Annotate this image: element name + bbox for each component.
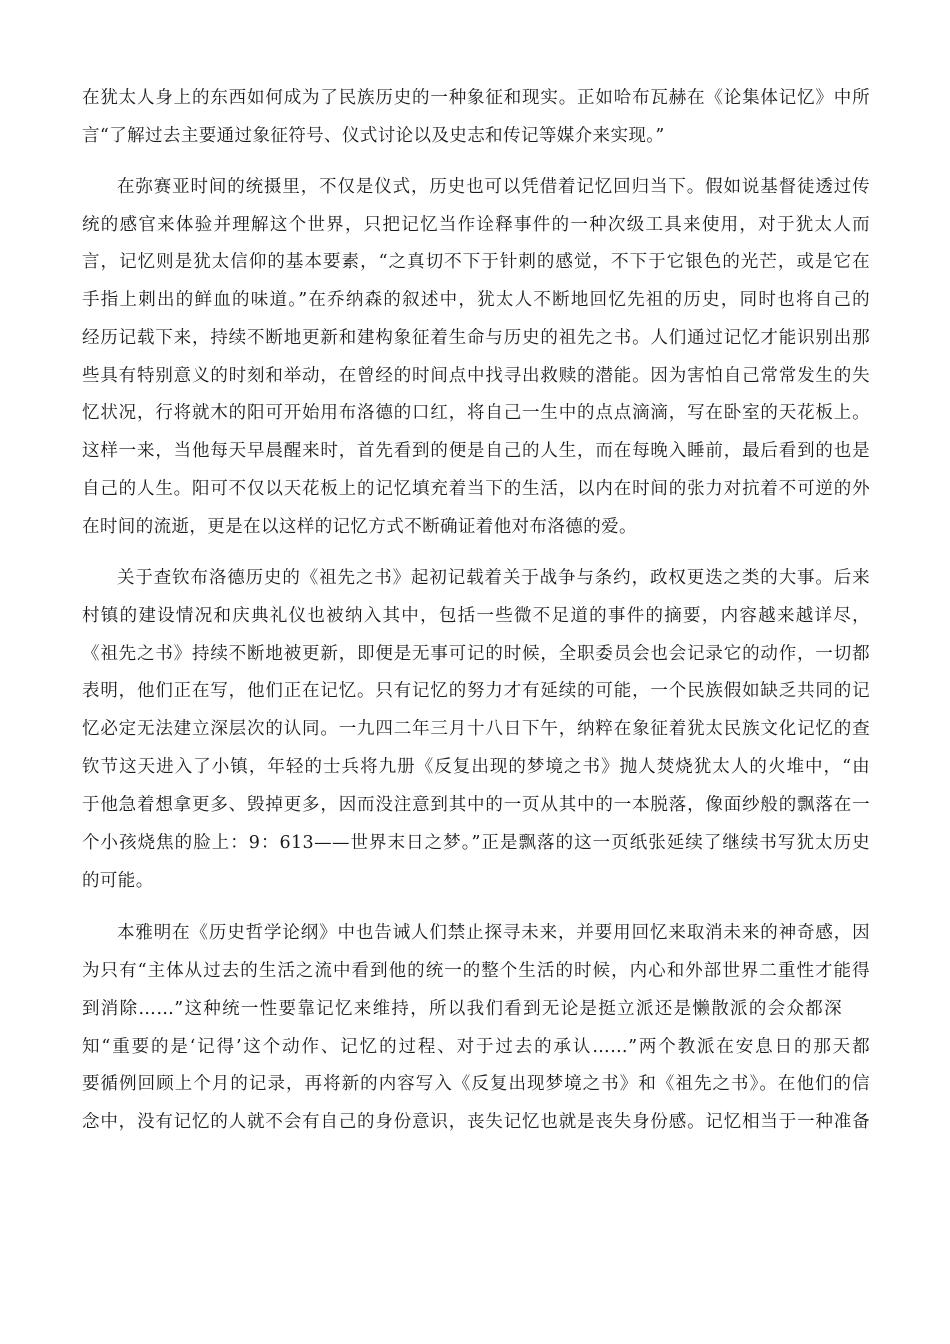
text-line: 表明，他们正在写，他们正在记忆。只有记忆的努力才有延续的可能，一个民族假如缺乏共同的记 <box>82 681 870 701</box>
text-line: 些具有特别意义的时刻和举动，在曾经的时间点中找寻出救赎的潜能。因为害怕自己常常发生的失 <box>82 366 870 386</box>
text-line: 统的感官来体验并理解这个世界，只把记忆当作诠释事件的一种次级工具来使用，对于犹太人而 <box>82 215 870 235</box>
text-line: 言，记忆则是犹太信仰的基本要素，“之真切不下于针刺的感觉，不下于它银色的光芒，或是它在 <box>82 252 870 272</box>
text-line: 手指上刺出的鲜血的味道。”在乔纳森的叙述中，犹太人不断地回忆先祖的历史，同时也将自己的 <box>82 290 870 310</box>
text-line: 为只有“主体从过去的生活之流中看到他的统一的整个生活的时候，内心和外部世界二重性才能得 <box>82 961 870 981</box>
text-line: 言“了解过去主要通过象征符号、仪式讨论以及史志和传记等媒介来实现。” <box>82 126 665 146</box>
text-line: 关于查钦布洛德历史的《祖先之书》起初记载着关于战争与条约，政权更迭之类的大事。后来 <box>117 568 870 588</box>
text-line: 《祖先之书》持续不断地被更新，即便是无事可记的时候，全职委员会也会记录它的动作，一切都 <box>82 644 870 664</box>
text-line: 在弥赛亚时间的统摄里，不仅是仪式，历史也可以凭借着记忆回归当下。假如说基督徒透过传 <box>117 177 870 197</box>
text-line: 经历记载下来，持续不断地更新和建构象征着生命与历史的祖先之书。人们通过记忆才能识别出那 <box>82 328 870 348</box>
text-line: 知“重要的是‘记得’这个动作、记忆的过程、对于过去的承认……”两个教派在安息日的那天都 <box>82 1037 870 1057</box>
text-line: 在时间的流逝，更是在以这样的记忆方式不断确证着他对布洛德的爱。 <box>82 517 637 537</box>
text-line: 这样一来，当他每天早晨醒来时，首先看到的便是自己的人生，而在每晚入睡前，最后看到的也是 <box>82 441 870 461</box>
text-line: 到消除……”这种统一性要靠记忆来维持，所以我们看到无论是挺立派还是懒散派的会众都深 <box>82 999 842 1019</box>
text-line: 念中，没有记忆的人就不会有自己的身份意识，丧失记忆也就是丧失身份感。记忆相当于一种准备 <box>82 1112 870 1132</box>
text-line: 村镇的建设情况和庆典礼仪也被纳入其中，包括一些微不足道的事件的摘要，内容越来越详尽， <box>82 606 870 626</box>
text-line: 于他急着想拿更多、毁掉更多，因而没注意到其中的一页从其中的一本脱落，像面纱般的飘落在一 <box>82 795 870 815</box>
text-line: 要循例回顾上个月的记录，再将新的内容写入《反复出现梦境之书》和《祖先之书》。在他们的信 <box>82 1074 870 1094</box>
text-line: 自己的人生。阳可不仅以天花板上的记忆填充着当下的生活，以内在时间的张力对抗着不可逆的外 <box>82 479 870 499</box>
text-line: 钦节这天进入了小镇，年轻的士兵将九册《反复出现的梦境之书》抛人焚烧犹太人的火堆中，“由 <box>82 757 870 777</box>
text-line: 忆必定无法建立深层次的认同。一九四二年三月十八日下午，纳粹在象征着犹太民族文化记忆的查 <box>82 719 870 739</box>
text-line: 在犹太人身上的东西如何成为了民族历史的一种象征和现实。正如哈布瓦赫在《论集体记忆》中所 <box>82 88 870 108</box>
text-line: 个小孩烧焦的脸上：9：613——世界末日之梦。”正是飘落的这一页纸张延续了继续书写犹太历史 <box>82 833 870 853</box>
text-line: 忆状况，行将就木的阳可开始用布洛德的口红，将自己一生中的点点滴滴，写在卧室的天花板上。 <box>82 403 870 423</box>
text-line: 的可能。 <box>82 871 154 891</box>
text-line: 本雅明在《历史哲学论纲》中也告诫人们禁止探寻未来，并要用回忆来取消未来的神奇感，因 <box>117 923 870 943</box>
